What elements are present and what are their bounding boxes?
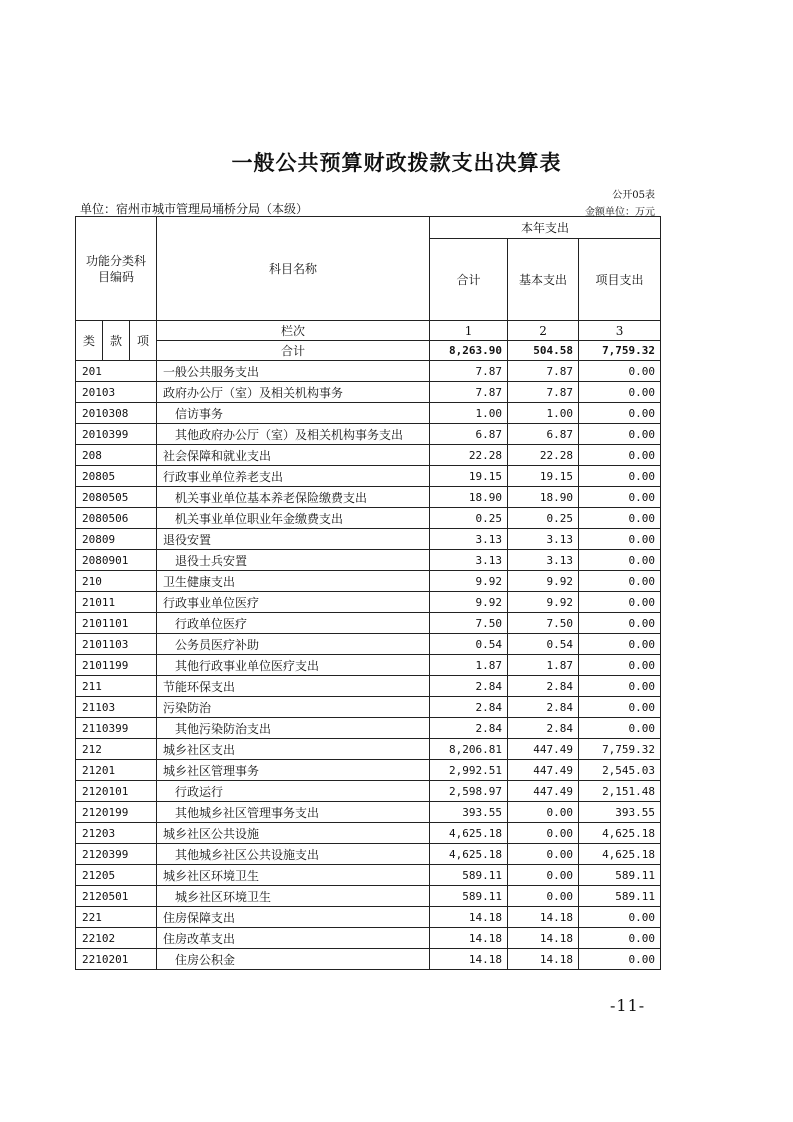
column-no-label: 栏次 [157,321,430,341]
row-basic: 447.49 [508,760,579,781]
row-code: 212 [76,739,157,760]
page-title: 一般公共预算财政拨款支出决算表 [231,150,562,175]
row-project: 0.00 [579,907,661,928]
kuan-header: 款 [103,321,130,361]
table-row [76,718,661,739]
row-subject-name: 城乡社区支出 [157,739,430,760]
row-total: 2.84 [430,676,508,697]
row-code: 201 [76,361,157,382]
row-code: 21201 [76,760,157,781]
row-project: 393.55 [579,802,661,823]
row-subject-name: 污染防治 [157,697,430,718]
row-basic: 9.92 [508,592,579,613]
row-basic: 3.13 [508,550,579,571]
row-total: 4,625.18 [430,844,508,865]
row-project: 0.00 [579,466,661,487]
row-project: 0.00 [579,592,661,613]
xiang-header: 项 [130,321,157,361]
table-row [76,403,661,424]
row-code: 22102 [76,928,157,949]
row-project: 0.00 [579,613,661,634]
row-basic: 0.00 [508,844,579,865]
row-project: 2,545.03 [579,760,661,781]
row-subject-name: 住房保障支出 [157,907,430,928]
row-total: 4,625.18 [430,823,508,844]
row-total: 8,206.81 [430,739,508,760]
row-project: 0.00 [579,676,661,697]
table-row [76,550,661,571]
row-total: 14.18 [430,928,508,949]
row-total: 0.54 [430,634,508,655]
row-basic: 7.87 [508,382,579,403]
row-code: 2101101 [76,613,157,634]
row-total: 18.90 [430,487,508,508]
basic-header: 基本支出 [508,239,579,321]
col-2-index: 2 [508,321,579,341]
row-subject-name: 退役士兵安置 [157,550,430,571]
row-code: 2080506 [76,508,157,529]
row-subject-name: 行政事业单位医疗 [157,592,430,613]
table-row [76,697,661,718]
row-project: 4,625.18 [579,844,661,865]
row-subject-name: 行政运行 [157,781,430,802]
row-basic: 14.18 [508,928,579,949]
row-basic: 7.50 [508,613,579,634]
row-project: 589.11 [579,886,661,907]
row-basic: 447.49 [508,739,579,760]
row-project: 0.00 [579,508,661,529]
row-total: 2,598.97 [430,781,508,802]
row-basic: 22.28 [508,445,579,466]
row-project: 0.00 [579,634,661,655]
row-project: 0.00 [579,424,661,445]
row-project: 0.00 [579,382,661,403]
row-total: 393.55 [430,802,508,823]
row-total: 7.50 [430,613,508,634]
row-subject-name: 其他污染防治支出 [157,718,430,739]
row-subject-name: 住房公积金 [157,949,430,970]
row-total: 589.11 [430,865,508,886]
row-total: 14.18 [430,907,508,928]
row-project: 0.00 [579,949,661,970]
row-basic: 3.13 [508,529,579,550]
row-subject-name: 城乡社区环境卫生 [157,886,430,907]
table-row [76,865,661,886]
row-subject-name: 行政单位医疗 [157,613,430,634]
row-basic: 2.84 [508,676,579,697]
row-subject-name: 城乡社区环境卫生 [157,865,430,886]
row-total: 19.15 [430,466,508,487]
row-code: 2080505 [76,487,157,508]
row-subject-name: 其他城乡社区公共设施支出 [157,844,430,865]
table-row [76,529,661,550]
row-project: 589.11 [579,865,661,886]
row-basic: 2.84 [508,718,579,739]
row-basic: 0.00 [508,886,579,907]
row-code: 21205 [76,865,157,886]
row-project: 0.00 [579,697,661,718]
row-code: 21103 [76,697,157,718]
row-code: 208 [76,445,157,466]
table-row [76,634,661,655]
row-subject-name: 城乡社区公共设施 [157,823,430,844]
row-basic: 0.00 [508,823,579,844]
table-row [76,676,661,697]
row-subject-name: 信访事务 [157,403,430,424]
row-subject-name: 节能环保支出 [157,676,430,697]
row-code: 211 [76,676,157,697]
table-row [76,382,661,403]
table-row [76,823,661,844]
row-project: 0.00 [579,550,661,571]
money-unit-label: 金额单位：万元 [585,207,655,218]
row-subject-name: 卫生健康支出 [157,571,430,592]
row-code: 21011 [76,592,157,613]
lei-header: 类 [76,321,103,361]
row-basic: 6.87 [508,424,579,445]
row-total: 14.18 [430,949,508,970]
row-total: 1.00 [430,403,508,424]
col-1-index: 1 [430,321,508,341]
sum-label: 合计 [157,341,430,361]
current-year-header: 本年支出 [430,217,661,239]
row-basic: 19.15 [508,466,579,487]
row-basic: 2.84 [508,697,579,718]
row-total: 9.92 [430,592,508,613]
row-basic: 0.00 [508,802,579,823]
row-subject-name: 住房改革支出 [157,928,430,949]
row-project: 7,759.32 [579,739,661,760]
row-code: 2010308 [76,403,157,424]
row-project: 0.00 [579,529,661,550]
row-project: 0.00 [579,718,661,739]
table-row [76,592,661,613]
row-code: 2120101 [76,781,157,802]
table-row [76,487,661,508]
table-row [76,445,661,466]
table-row [76,466,661,487]
row-total: 2.84 [430,697,508,718]
row-project: 0.00 [579,571,661,592]
row-code: 2120501 [76,886,157,907]
row-subject-name: 机关事业单位职业年金缴费支出 [157,508,430,529]
project-header: 项目支出 [579,239,661,321]
table-row [76,781,661,802]
row-basic: 9.92 [508,571,579,592]
row-basic: 18.90 [508,487,579,508]
func-code-header: 功能分类科目编码 [76,217,157,321]
subject-name-header: 科目名称 [157,217,430,321]
form-number: 公开05表 [612,190,655,201]
row-basic: 14.18 [508,907,579,928]
row-basic: 447.49 [508,781,579,802]
table-row [76,508,661,529]
table-row [76,886,661,907]
row-code: 2080901 [76,550,157,571]
budget-table [75,216,661,970]
sum-total: 8,263.90 [430,341,508,361]
row-code: 2110399 [76,718,157,739]
row-basic: 0.54 [508,634,579,655]
table-row [76,361,661,382]
table-row [76,928,661,949]
row-total: 1.87 [430,655,508,676]
row-code: 2120399 [76,844,157,865]
sum-basic: 504.58 [508,341,579,361]
row-code: 2010399 [76,424,157,445]
row-subject-name: 机关事业单位基本养老保险缴费支出 [157,487,430,508]
row-project: 0.00 [579,445,661,466]
row-code: 20805 [76,466,157,487]
table-row [76,907,661,928]
row-basic: 7.87 [508,361,579,382]
col-3-index: 3 [579,321,661,341]
row-subject-name: 其他城乡社区管理事务支出 [157,802,430,823]
unit-label: 单位：宿州市城市管理局埇桥分局（本级） [80,202,309,216]
row-project: 0.00 [579,928,661,949]
row-subject-name: 一般公共服务支出 [157,361,430,382]
table-row [76,613,661,634]
row-total: 2,992.51 [430,760,508,781]
row-project: 2,151.48 [579,781,661,802]
row-subject-name: 政府办公厅（室）及相关机构事务 [157,382,430,403]
row-code: 2101199 [76,655,157,676]
row-project: 0.00 [579,655,661,676]
row-basic: 14.18 [508,949,579,970]
row-subject-name: 退役安置 [157,529,430,550]
table-row [76,424,661,445]
row-total: 7.87 [430,361,508,382]
row-code: 221 [76,907,157,928]
page-number: -11- [610,996,646,1015]
row-project: 0.00 [579,403,661,424]
row-subject-name: 其他政府办公厅（室）及相关机构事务支出 [157,424,430,445]
row-subject-name: 公务员医疗补助 [157,634,430,655]
row-code: 2120199 [76,802,157,823]
total-header: 合计 [430,239,508,321]
row-total: 0.25 [430,508,508,529]
row-project: 0.00 [579,361,661,382]
row-code: 20809 [76,529,157,550]
table-row [76,760,661,781]
row-code: 2210201 [76,949,157,970]
row-code: 21203 [76,823,157,844]
table-row [76,739,661,760]
row-subject-name: 行政事业单位养老支出 [157,466,430,487]
row-code: 20103 [76,382,157,403]
row-total: 589.11 [430,886,508,907]
row-basic: 1.00 [508,403,579,424]
table-row [76,844,661,865]
table-row [76,802,661,823]
row-total: 22.28 [430,445,508,466]
table-row [76,655,661,676]
row-project: 4,625.18 [579,823,661,844]
row-total: 6.87 [430,424,508,445]
row-total: 3.13 [430,550,508,571]
row-code: 2101103 [76,634,157,655]
row-total: 7.87 [430,382,508,403]
row-code: 210 [76,571,157,592]
row-basic: 0.00 [508,865,579,886]
row-subject-name: 社会保障和就业支出 [157,445,430,466]
row-total: 3.13 [430,529,508,550]
row-total: 2.84 [430,718,508,739]
table-row [76,949,661,970]
row-project: 0.00 [579,487,661,508]
row-subject-name: 城乡社区管理事务 [157,760,430,781]
row-basic: 0.25 [508,508,579,529]
table-row [76,571,661,592]
row-basic: 1.87 [508,655,579,676]
row-subject-name: 其他行政事业单位医疗支出 [157,655,430,676]
row-total: 9.92 [430,571,508,592]
sum-project: 7,759.32 [579,341,661,361]
